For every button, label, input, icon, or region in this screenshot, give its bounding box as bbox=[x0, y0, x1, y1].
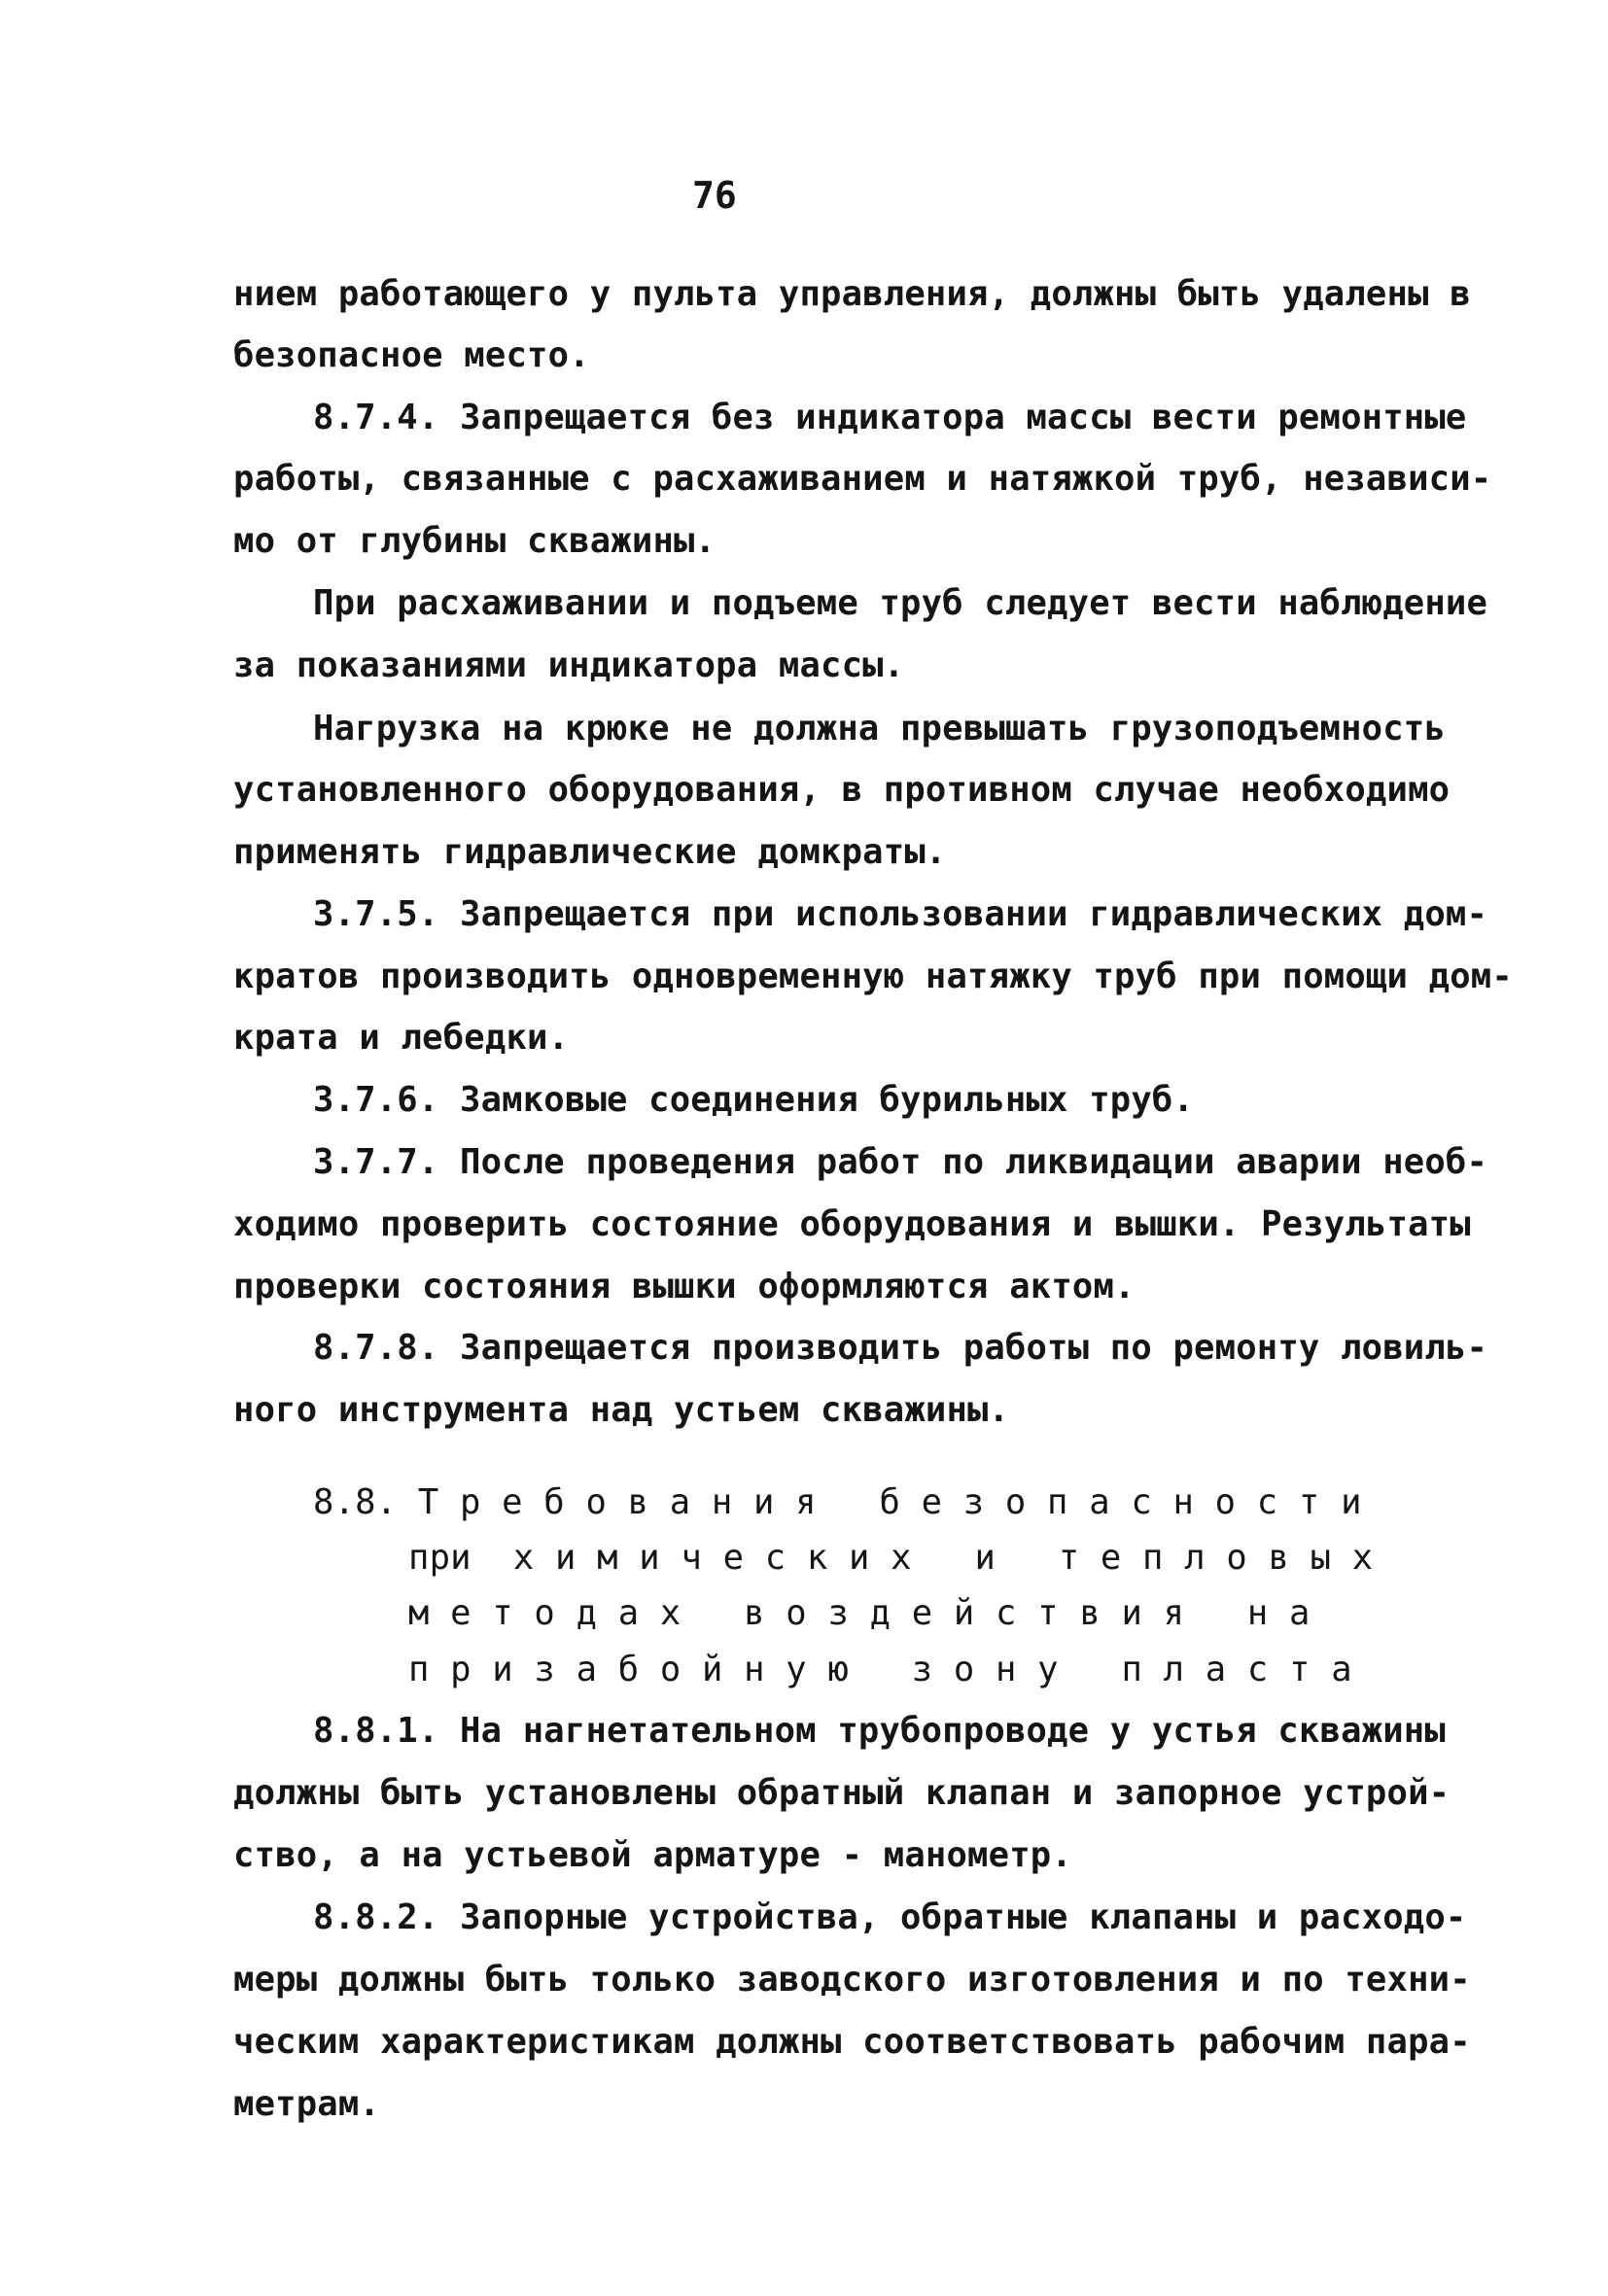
text-line: 8.7.8. Запрещается производить работы по ремонту ловиль- bbox=[313, 1328, 1488, 1368]
text-line: за показаниями индикатора массы. bbox=[233, 645, 905, 685]
text-line: 8.7.4. Запрещается без индикатора массы вести ремонтные bbox=[313, 398, 1467, 437]
text-line: 8.8.1. На нагнетательном трубопроводе у устья скважины bbox=[313, 1711, 1446, 1751]
text-line: кратов производить одновременную натяжку труб при помощи дом- bbox=[233, 957, 1513, 996]
text-line: применять гидравлические домкраты. bbox=[233, 832, 947, 872]
text-line: 3.7.6. Замковые соединения бурильных труб. bbox=[313, 1080, 1195, 1120]
text-line: Нагрузка на крюке не должна превышать грузоподъемность bbox=[313, 709, 1446, 748]
text-line: 3.7.5. Запрещается при использовании гидравлических дом- bbox=[313, 894, 1488, 934]
text-line: безопасное место. bbox=[233, 335, 590, 375]
text-line: работы, связанные с расхаживанием и натяжкой труб, независи- bbox=[233, 459, 1492, 499]
page-number: 76 bbox=[692, 174, 737, 217]
text-line: проверки состояния вышки оформляются актом. bbox=[233, 1267, 1136, 1306]
text-line: При расхаживании и подъеме труб следует вести наблюдение bbox=[313, 583, 1488, 623]
text-line: метрам. bbox=[233, 2084, 381, 2124]
text-line: 8.8.2. Запорные устройства, обратные клапаны и расходо- bbox=[313, 1897, 1467, 1937]
text-line: крата и лебедки. bbox=[233, 1018, 570, 1058]
text-line: меры должны быть только заводского изготовления и по техни- bbox=[233, 1960, 1471, 2000]
text-line: 3.7.7. После проведения работ по ликвидации аварии необ- bbox=[313, 1142, 1488, 1182]
heading-line: при х и м и ч е с к и х и т е п л о в ы х bbox=[408, 1538, 1374, 1578]
heading-line: п р и з а б о й н у ю з о н у п л а с т а bbox=[408, 1650, 1352, 1689]
text-line: ного инструмента над устьем скважины. bbox=[233, 1390, 1010, 1430]
heading-line: 8.8. Т р е б о в а н и я б е з о п а с н о с т и bbox=[313, 1482, 1362, 1522]
heading-line: м е т о д а х в о з д е й с т в и я н а bbox=[408, 1593, 1311, 1633]
text-line: мо от глубины скважины. bbox=[233, 521, 717, 561]
text-line: установленного оборудования, в противном случае необходимо bbox=[233, 770, 1451, 810]
text-line: ство, а на устьевой арматуре - манометр. bbox=[233, 1835, 1072, 1875]
text-line: нием работающего у пульта управления, должны быть удалены в bbox=[233, 274, 1471, 314]
text-line: ходимо проверить состояние оборудования и вышки. Результаты bbox=[233, 1204, 1471, 1244]
text-line: должны быть установлены обратный клапан и запорное устрой- bbox=[233, 1773, 1451, 1813]
text-line: ческим характеристикам должны соответствовать рабочим пара- bbox=[233, 2022, 1471, 2062]
